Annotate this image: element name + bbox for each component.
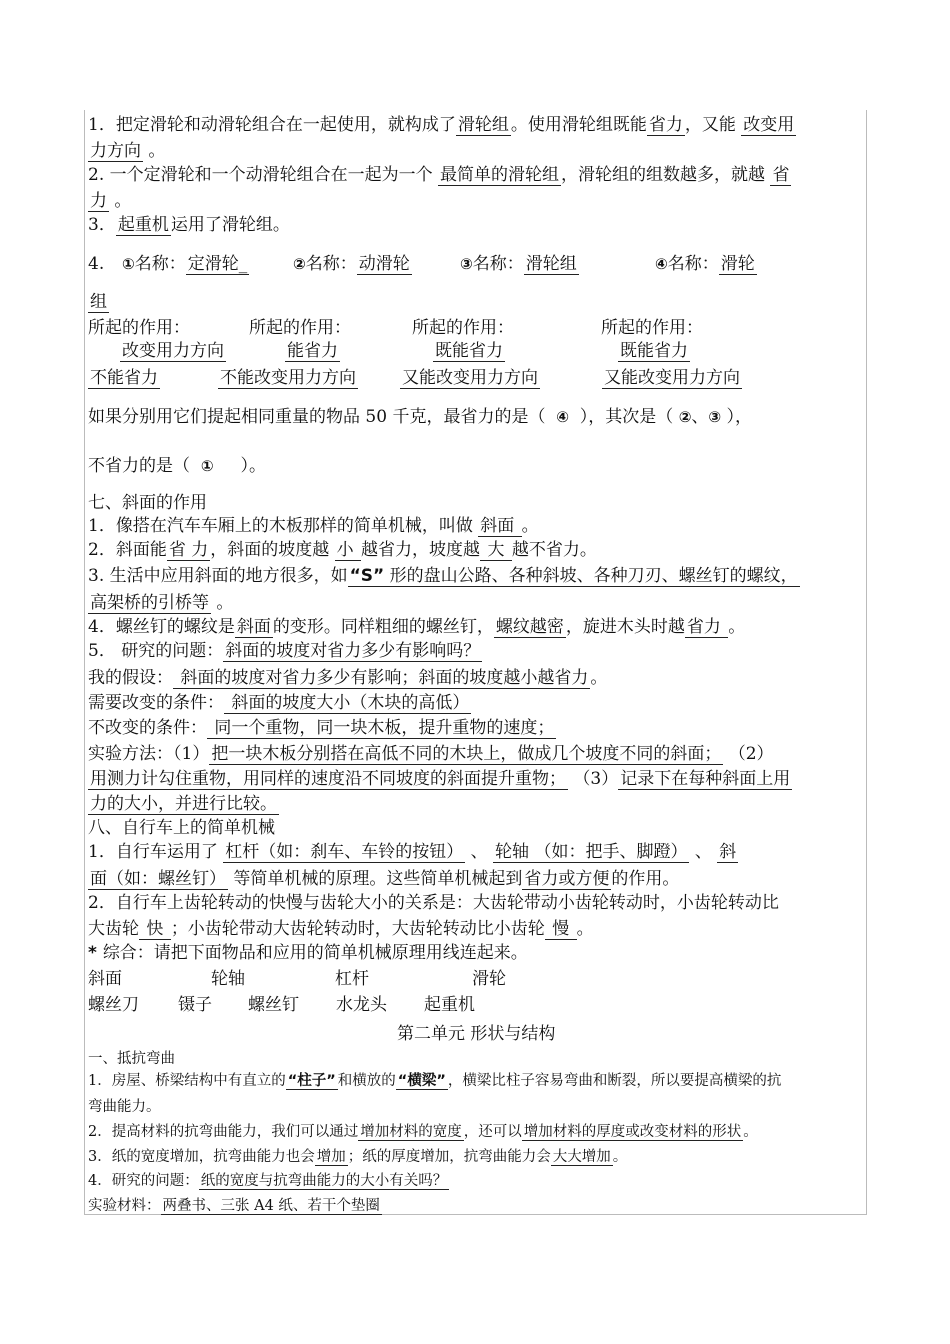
role-3a: 既能省力 (435, 341, 503, 361)
u2-line-4: 3．纸的宽度增加，抗弯曲能力也会 增加 ；纸的厚度增加，抗弯曲能力会 大大增加 。 (88, 1149, 628, 1165)
machine-pulley: 滑轮 (472, 969, 506, 989)
s7-line-5: 4．螺丝钉的螺纹是 斜面 的变形。同样粗细的螺丝钉， 螺纹越密 ，旋进木头时越 省力 。 (88, 617, 746, 637)
s8-line-4: 大齿轮 快 ；小齿轮带动大齿轮转动时，大齿轮转动比小齿轮 慢 。 (88, 919, 594, 939)
s7-line-4: 高架桥的引桥等 。 (90, 593, 234, 613)
pulley-type-3: ③名称： 滑轮组 (460, 254, 577, 274)
pulley-line-5: 3． 起重机 运用了滑轮组。 (88, 215, 290, 235)
role-label-4: 所起的作用： (601, 318, 703, 338)
s7-constant-condition: 不改变的条件： 同一个重物，同一块木板，提升重物的速度； (88, 718, 555, 738)
section-7-title: 七、斜面的作用 (88, 493, 207, 513)
machine-lever: 杠杆 (335, 969, 369, 989)
role-4b: 又能改变用力方向 (604, 368, 740, 388)
s7-change-condition: 需要改变的条件： 斜面的坡度大小（木块的高低） (88, 693, 470, 713)
compare-question: 如果分别用它们提起相同重量的物品 50 千克，最省力的是（ ④ ），其次是（ ②、③ ）， (88, 407, 752, 427)
role-3b: 又能改变用力方向 (402, 368, 538, 388)
s7-line-1: 1．像搭在汽车车厢上的木板那样的简单机械，叫做 斜面 。 (88, 516, 539, 536)
object-faucet: 水龙头 (336, 995, 387, 1015)
pulley-type-4-cont: 组 (90, 292, 107, 312)
page-frame (84, 110, 867, 1215)
section-8-title: 八、自行车上的简单机械 (88, 818, 275, 838)
pulley-line-3: 2. 一个定滑轮和一个动滑轮组合在一起为一个 最简单的滑轮组 ，滑轮组的组数越多，就越 省 (88, 165, 790, 185)
object-screw: 螺丝钉 (248, 995, 299, 1015)
unit-2-section-title: 一、抵抗弯曲 (88, 1051, 175, 1067)
role-label-1: 所起的作用： (88, 318, 190, 338)
s7-method-1: 实验方法：（1） 把一块木板分别搭在高低不同的木块上，做成几个坡度不同的斜面； （2） (88, 744, 774, 764)
role-2b: 不能改变用力方向 (220, 368, 356, 388)
role-label-2: 所起的作用： (249, 318, 351, 338)
pulley-line-4: 力 。 (90, 191, 132, 211)
u2-line-5: 4．研究的问题： 纸的宽度与抗弯曲能力的大小有关吗？ (88, 1173, 448, 1189)
pulley-type-4: ④名称： 滑轮 (655, 254, 755, 274)
role-4a: 既能省力 (620, 341, 688, 361)
object-tweezers: 镊子 (178, 995, 212, 1015)
unit-2-title: 第二单元 形状与结构 (397, 1024, 556, 1044)
s7-line-6: 5． 研究的问题： 斜面的坡度对省力多少有影响吗？ (88, 641, 481, 661)
s7-line-2: 2．斜面能 省 力 ，斜面的坡度越 小 越省力，坡度越 大 越不省力。 (88, 540, 597, 560)
s7-hypothesis: 我的假设： 斜面的坡度对省力多少有影响；斜面的坡度越小越省力 。 (88, 668, 608, 688)
object-crane: 起重机 (424, 995, 475, 1015)
role-label-3: 所起的作用： (412, 318, 514, 338)
u2-line-1: 1．房屋、桥梁结构中有直立的 “柱子” 和横放的 “横梁” ，横梁比柱子容易弯曲和断裂，所以要提高横梁的抗 (88, 1073, 782, 1089)
s7-method-3: 力的大小，并进行比较。 (90, 794, 277, 814)
u2-line-2: 弯曲能力。 (88, 1099, 161, 1115)
s8-line-1: 1．自行车运用了 杠杆（如：刹车、车铃的按钮） 、 轮轴 （如：把手、脚蹬） 、 斜 (88, 842, 737, 862)
u2-line-6: 实验材料： 两叠书、三张 A4 纸、若干个垫圈 (88, 1198, 380, 1214)
s7-method-2: 用测力计勾住重物，用同样的速度沿不同坡度的斜面提升重物； （3） 记录下在每种斜面上用 (90, 769, 791, 789)
pulley-type-1: ①名称： 定滑轮_ (122, 254, 248, 274)
s8-line-5: * 综合：请把下面物品和应用的简单机械原理用线连起来。 (88, 943, 528, 963)
role-1b: 不能省力 (90, 368, 158, 388)
s7-line-3: 3. 生活中应用斜面的地方很多，如 “S” 形的盘山公路、各种斜坡、各种刀刃、螺丝钉的螺纹， (88, 566, 798, 586)
s8-line-3: 2．自行车上齿轮转动的快慢与齿轮大小的关系是：大齿轮带动小齿轮转动时，小齿轮转动比 (88, 893, 779, 913)
s8-line-2: 面（如：螺丝钉） 等简单机械的原理。这些简单机械起到 省力或方便 的作用。 (90, 869, 680, 889)
role-1a: 改变用力方向 (122, 341, 224, 361)
u2-line-3: 2．提高材料的抗弯曲能力，我们可以通过 增加材料的宽度 ，还可以 增加材料的厚度或改变材料的形状 。 (88, 1124, 758, 1140)
role-2a: 能省力 (287, 341, 338, 361)
pulley-type-2: ②名称： 动滑轮 (293, 254, 410, 274)
q4-number: 4. (88, 254, 105, 274)
pulley-line-1: 1．把定滑轮和动滑轮组合在一起使用，就构成了 滑轮组 。使用滑轮组既能 省力 ，又能 改变用 (88, 115, 795, 135)
pulley-line-2: 力方向 。 (90, 141, 166, 161)
compare-question-2: 不省力的是（ ① ）。 (88, 456, 267, 476)
object-screwdriver: 螺丝刀 (88, 995, 139, 1015)
machine-slope: 斜面 (88, 969, 122, 989)
machine-wheel-axle: 轮轴 (211, 969, 245, 989)
